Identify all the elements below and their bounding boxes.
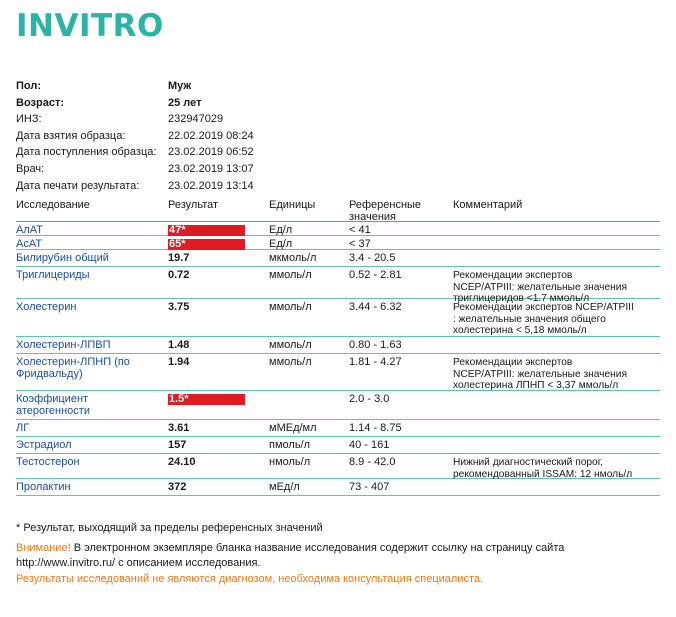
test-name: ЛГ bbox=[16, 422, 30, 434]
test-unit: ммоль/л bbox=[269, 356, 312, 368]
table-row bbox=[16, 250, 660, 267]
test-comment: Рекомендации экспертов NCEP/ATPIII: желательные значения холестерина ЛПНП < 3,37 ммоль/л bbox=[453, 357, 627, 391]
invitro-logo: INVITRO bbox=[16, 8, 164, 44]
test-comment: Рекомендации экспертов NCEP/ATPIII: желательные значения триглицеридов <1.7 ммоль/л bbox=[453, 270, 627, 304]
test-result: 24.10 bbox=[168, 456, 196, 468]
test-comment bbox=[453, 420, 660, 423]
patient-info bbox=[16, 78, 336, 194]
test-reference: < 37 bbox=[349, 238, 371, 250]
patient-label: Возраст: bbox=[16, 96, 64, 109]
table-row bbox=[16, 420, 660, 437]
test-name: Билирубин общий bbox=[16, 252, 109, 264]
table-row bbox=[16, 222, 660, 236]
test-name: Коэффициент атерогенности bbox=[16, 393, 90, 417]
patient-row bbox=[16, 178, 336, 195]
test-result-cell bbox=[168, 420, 269, 434]
test-unit: ммоль/л bbox=[269, 301, 312, 313]
header-result: Результат bbox=[168, 199, 219, 211]
test-result: 1.94 bbox=[168, 356, 190, 368]
results-table bbox=[16, 198, 660, 496]
patient-label: Дата поступления образца: bbox=[16, 146, 157, 159]
test-comment bbox=[453, 391, 660, 394]
table-row bbox=[16, 337, 660, 354]
test-reference: 0.80 - 1.63 bbox=[349, 339, 402, 351]
test-comment bbox=[453, 250, 660, 253]
patient-value: Муж bbox=[168, 80, 192, 92]
patient-value: 23.02.2019 13:14 bbox=[168, 179, 254, 192]
test-reference: 1.81 - 4.27 bbox=[349, 356, 402, 368]
test-name: Холестерин-ЛПНП (по Фридвальду) bbox=[16, 356, 130, 380]
test-result-cell bbox=[168, 337, 269, 351]
test-result-cell bbox=[168, 236, 269, 250]
test-reference: 3.44 - 6.32 bbox=[349, 301, 402, 313]
test-result: 1.48 bbox=[168, 339, 190, 351]
test-reference: 1.14 - 8.75 bbox=[349, 422, 402, 434]
test-comment: Рекомендации экспертов NCEP/ATPIII : желательные значения общего холестерина < 5,18 ммоль/л bbox=[453, 302, 634, 336]
test-unit: мЕд/л bbox=[269, 481, 300, 493]
test-reference: 3.4 - 20.5 bbox=[349, 252, 396, 264]
test-result: 372 bbox=[168, 481, 187, 493]
test-reference: 8.9 - 42.0 bbox=[349, 456, 396, 468]
test-comment bbox=[453, 337, 660, 340]
patient-row bbox=[16, 128, 336, 145]
test-comment bbox=[453, 222, 660, 225]
patient-row bbox=[16, 95, 336, 112]
test-result-cell bbox=[168, 391, 269, 405]
warning-text: В электронном экземпляре бланка название исследования содержит ссылку на страницу сайта http://www.invitro.ru/ с описанием исследования. bbox=[16, 542, 565, 569]
test-name: Эстрадиол bbox=[16, 439, 72, 451]
test-result-cell bbox=[168, 250, 269, 264]
patient-label: Врач: bbox=[16, 162, 45, 175]
test-name: Пролактин bbox=[16, 481, 71, 493]
test-unit: мкмоль/л bbox=[269, 252, 317, 264]
test-unit: Ед/л bbox=[269, 224, 293, 236]
table-row bbox=[16, 267, 660, 304]
test-name: Триглицериды bbox=[16, 269, 90, 281]
test-unit: пмоль/л bbox=[269, 439, 311, 451]
patient-row bbox=[16, 161, 336, 178]
test-result-cell bbox=[168, 267, 269, 281]
patient-row bbox=[16, 78, 336, 95]
patient-value: 23.02.2019 13:07 bbox=[168, 162, 254, 175]
flagged-result: 65* bbox=[168, 239, 245, 250]
patient-label: Пол: bbox=[16, 80, 42, 92]
table-body bbox=[16, 222, 660, 496]
table-row bbox=[16, 236, 660, 250]
test-result-cell bbox=[168, 299, 269, 313]
disclaimer: Результаты исследований не являются диагнозом, необходима консультация специалиста. bbox=[16, 573, 484, 585]
patient-label: Дата печати результата: bbox=[16, 179, 140, 192]
table-row bbox=[16, 454, 660, 479]
header-units: Единицы bbox=[269, 199, 316, 211]
test-result-cell bbox=[168, 354, 269, 368]
patient-row bbox=[16, 111, 336, 128]
test-name: АсАТ bbox=[16, 238, 43, 250]
header-comment: Комментарий bbox=[453, 199, 523, 211]
test-reference: 73 - 407 bbox=[349, 481, 390, 493]
test-result: 3.75 bbox=[168, 301, 190, 313]
test-name: Тестостерон bbox=[16, 456, 80, 468]
warning-title: Внимание! bbox=[16, 542, 71, 554]
header-test: Исследование bbox=[16, 199, 90, 211]
test-reference: 2.0 - 3.0 bbox=[349, 393, 390, 405]
test-reference: 0.52 - 2.81 bbox=[349, 269, 402, 281]
flagged-result: 1.5* bbox=[168, 394, 245, 405]
test-result-cell bbox=[168, 454, 269, 468]
test-name: Холестерин-ЛПВП bbox=[16, 339, 111, 351]
table-row bbox=[16, 391, 660, 420]
test-result: 3.61 bbox=[168, 422, 190, 434]
patient-value: 25 лет bbox=[168, 96, 202, 109]
test-unit: ммоль/л bbox=[269, 339, 312, 351]
test-result-cell bbox=[168, 222, 269, 236]
table-row bbox=[16, 437, 660, 454]
patient-value: 22.02.2019 08:24 bbox=[168, 129, 254, 142]
table-row bbox=[16, 354, 660, 391]
test-unit: ммоль/л bbox=[269, 269, 312, 281]
test-unit: Ед/л bbox=[269, 238, 293, 250]
test-result: 19.7 bbox=[168, 252, 190, 264]
test-result-cell bbox=[168, 437, 269, 451]
header-reference: Референсные значения bbox=[349, 199, 422, 223]
test-comment: Нижний диагностический порог, рекомендованный ISSAM: 12 нмоль/л bbox=[453, 457, 633, 480]
test-comment bbox=[453, 479, 660, 482]
test-result: 157 bbox=[168, 439, 187, 451]
test-name: АлАТ bbox=[16, 224, 43, 236]
test-name: Холестерин bbox=[16, 301, 77, 313]
patient-value: 23.02.2019 06:52 bbox=[168, 146, 254, 159]
table-row bbox=[16, 299, 660, 337]
test-comment bbox=[453, 236, 660, 239]
footnote: * Результат, выходящий за пределы референсных значений bbox=[16, 522, 323, 534]
table-header bbox=[16, 198, 660, 222]
patient-value: 232947029 bbox=[168, 113, 224, 126]
test-unit bbox=[269, 391, 349, 393]
patient-label: Дата взятия образца: bbox=[16, 129, 126, 142]
test-reference: 40 - 161 bbox=[349, 439, 390, 451]
table-row bbox=[16, 479, 660, 496]
warning-note bbox=[16, 541, 636, 571]
patient-row bbox=[16, 144, 336, 161]
flagged-result: 47* bbox=[168, 225, 245, 236]
test-unit: нмоль/л bbox=[269, 456, 311, 468]
test-result-cell bbox=[168, 479, 269, 493]
test-unit: мМЕд/мл bbox=[269, 422, 317, 434]
test-reference: < 41 bbox=[349, 224, 371, 236]
patient-label: ИНЗ: bbox=[16, 113, 42, 126]
test-result: 0.72 bbox=[168, 269, 190, 281]
test-comment bbox=[453, 437, 660, 440]
